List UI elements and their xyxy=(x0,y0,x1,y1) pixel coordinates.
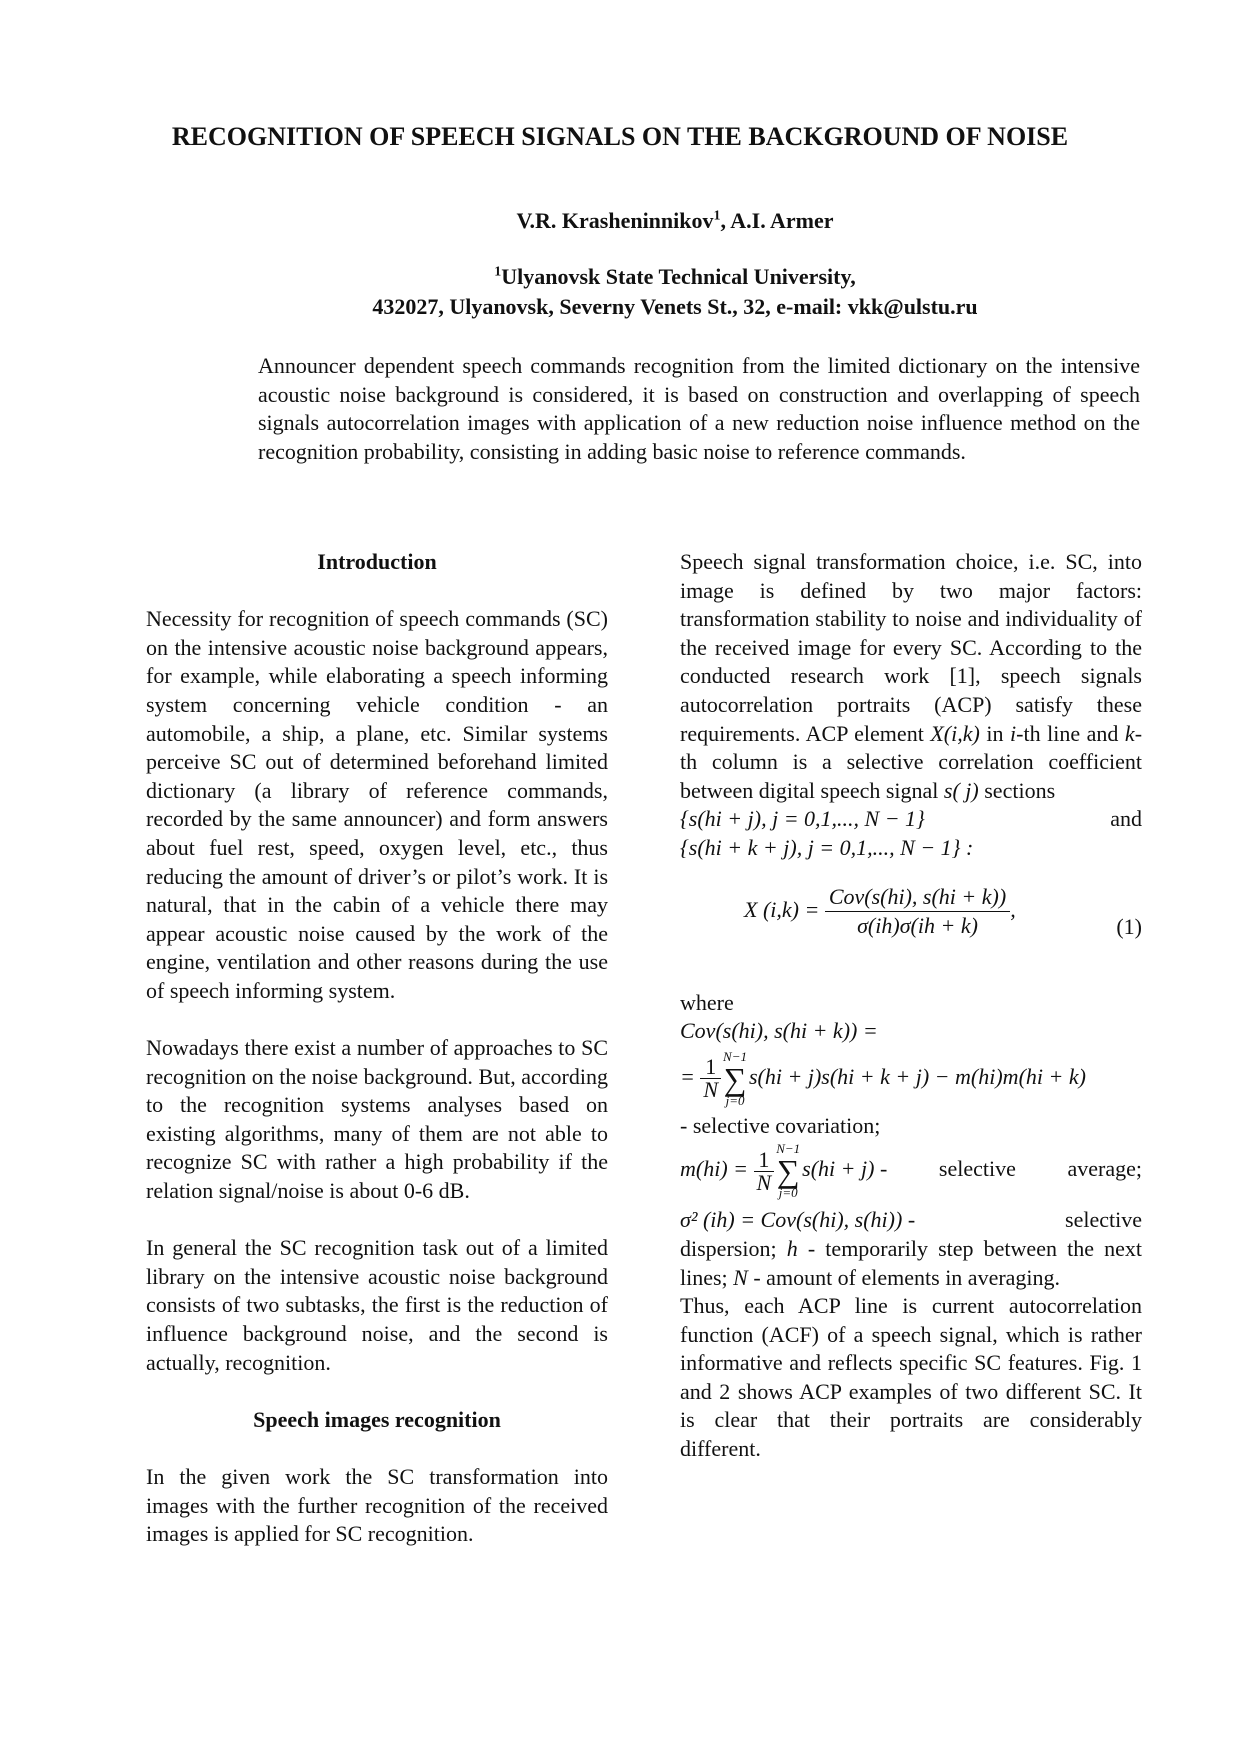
author-2: , A.I. Armer xyxy=(720,208,834,233)
abstract: Announcer dependent speech commands recognition from the limited dictionary on the intensive acoustic noise background is considered, it is based on construction and overlapping of speech signals autocorrelation images with application of a new reduction noise influence method on the recognition probability, consisting in adding basic noise to reference commands. xyxy=(258,353,1140,464)
mean-one-over-n xyxy=(754,1146,775,1195)
dispersion-text-a: dispersion; xyxy=(680,1235,777,1261)
author-list xyxy=(150,208,1200,234)
intro-paragraph-3: In general the SC recognition task out of a limited library on the intensive acoustic noise background consists of two subtasks, the first is the reduction of influence background noise, and the second is actually, recognition. xyxy=(146,1235,608,1375)
equation-1-number: (1) xyxy=(1116,913,1142,939)
intro-paragraph-2: Nowadays there exist a number of approaches to SC recognition on the noise background. But, according to the recognition systems analyses based on existing algorithms, many of them are not able to recognize SC with rather a high probability if the relation signal/noise is about 0-6 dB. xyxy=(146,1035,608,1204)
author-1-affiliation-mark: 1 xyxy=(713,208,721,224)
dispersion-dash: - xyxy=(907,1207,916,1233)
affiliation xyxy=(150,262,1200,322)
equation-1-denominator: σ(ih)σ(ih + k) xyxy=(857,913,978,939)
mean-dash: - xyxy=(879,1156,888,1182)
affiliation-line-2: 432027, Ulyanovsk, Severny Venets St., 32, e-mail: vkk@ulstu.ru xyxy=(372,294,978,319)
var-n: N xyxy=(733,1264,748,1290)
mean-desc-average: average; xyxy=(1067,1156,1142,1182)
acp-text-b: in xyxy=(986,720,1004,746)
covariation-desc: - selective covariation; xyxy=(680,1112,881,1138)
mean-formula xyxy=(680,1142,1142,1200)
mean-sum-bottom: j=0 xyxy=(778,1185,798,1201)
intro-paragraph-1: Necessity for recognition of speech commands (SC) on the intensive acoustic noise background appears, for example, while elaborating a speech informing system concerning vehicle condition - an automobile, a ship, a plane, etc. Similar systems perceive SC out of determined beforehand limited dictionary (a library of reference commands, recorded by the same announcer) and form answers about fuel rest, speed, oxygen level, etc., thus reducing the amount of driver’s or pilot’s work. It is natural, that in the cabin of a vehicle there may appear acoustic noise caused by the work of the engine, ventilation and other reasons during the use of speech informing system. xyxy=(146,606,608,1003)
right-column xyxy=(680,548,1142,1464)
where-label: where xyxy=(680,989,734,1015)
acp-paragraph xyxy=(680,548,1142,805)
affiliation-institution: Ulyanovsk State Technical University, xyxy=(501,264,856,289)
acp-text-c: -th line and xyxy=(1016,720,1119,746)
equation-1-comma: , xyxy=(1010,896,1016,922)
covariance-sum-bottom: j=0 xyxy=(725,1092,745,1108)
acp-text-a: Speech signal transformation choice, i.e. SC, into image is defined by two major factors: transformation stability to noise and individuality of the received image for every SC. According to the conducted research work [1], speech signals autocorrelation portraits (ACP) satisfy these requirements. ACP element xyxy=(680,549,1142,746)
covariance-one-over-n xyxy=(700,1056,721,1101)
covariance-frac-den: N xyxy=(703,1077,719,1103)
mean-sum-top: N−1 xyxy=(776,1141,801,1157)
covariance-sum-top: N−1 xyxy=(723,1048,747,1064)
equation-1-fraction xyxy=(825,883,1010,941)
equation-1 xyxy=(680,883,1142,973)
var-h: h xyxy=(786,1235,798,1261)
mean-sum-sign: ∑ xyxy=(776,1153,800,1190)
acf-paragraph: Thus, each ACP line is current autocorrelation function (ACF) of a speech signal, which is rather informative and reflects specific SC features. Fig. 1 and 2 shows ACP examples of two different SC. It is clear that their portraits are considerably different. xyxy=(680,1293,1142,1462)
acp-element-symbol: X(i,k) xyxy=(930,720,980,746)
section-set-1-row xyxy=(680,805,1142,834)
mean-desc-selective: selective xyxy=(938,1156,1016,1182)
affiliation-line-1 xyxy=(150,262,1200,292)
covariance-lhs: Cov(s(hi), s(hi + k)) = xyxy=(680,1018,878,1044)
speech-images-heading: Speech images recognition xyxy=(253,1406,501,1432)
author-1: V.R. Krasheninnikov xyxy=(516,208,714,233)
speech-images-paragraph-1: In the given work the SC transformation into images with the further recognition of the received images is applied for SC recognition. xyxy=(146,1464,608,1547)
var-k: k xyxy=(1124,720,1135,746)
acp-text-d: -th column is a selective correlation coefficient between digital speech signal xyxy=(680,720,1143,803)
dispersion-formula xyxy=(680,1206,1142,1235)
acp-text-e: sections xyxy=(984,777,1056,803)
mean-frac-num: 1 xyxy=(754,1149,775,1172)
mean-sum xyxy=(776,1142,800,1200)
mean-frac-den: N xyxy=(756,1169,772,1195)
equation-1-lhs: X (i,k) = xyxy=(744,896,820,922)
dispersion-paragraph xyxy=(680,1235,1142,1292)
mean-body: s(hi + j) xyxy=(802,1156,875,1182)
section-set-2: {s(hi + k + j), j = 0,1,..., N − 1} : xyxy=(680,834,974,860)
section-set-1: {s(hi + j), j = 0,1,..., N − 1} xyxy=(680,806,925,832)
covariance-frac-num: 1 xyxy=(700,1056,721,1079)
mean-lhs: m(hi) = xyxy=(680,1156,748,1182)
covariance-body: s(hi + j)s(hi + k + j) − m(hi)m(hi + k) xyxy=(749,1063,1086,1089)
covariance-equals: = xyxy=(680,1063,695,1089)
covariance-formula xyxy=(680,1050,1142,1108)
signal-symbol: s( j) xyxy=(943,777,979,803)
equation-1-numerator: Cov(s(hi), s(hi + k)) xyxy=(825,883,1010,913)
affiliation-mark: 1 xyxy=(494,264,502,280)
dispersion-text-b: - temporarily step between the next lines; xyxy=(680,1235,1142,1290)
paper-title: RECOGNITION OF SPEECH SIGNALS ON THE BACKGROUND OF NOISE xyxy=(171,122,1069,151)
and-word: and xyxy=(1110,806,1142,832)
dispersion-lhs: σ² (ih) = Cov(s(hi), s(hi)) xyxy=(680,1207,903,1233)
covariance-sum-sign: ∑ xyxy=(723,1060,747,1097)
dispersion-text-c: - amount of elements in averaging. xyxy=(753,1264,1061,1290)
dispersion-selective: selective xyxy=(1065,1207,1142,1233)
covariance-sum xyxy=(723,1050,747,1108)
introduction-heading: Introduction xyxy=(317,549,437,574)
var-i: i xyxy=(1010,720,1017,746)
left-column xyxy=(146,548,608,1549)
